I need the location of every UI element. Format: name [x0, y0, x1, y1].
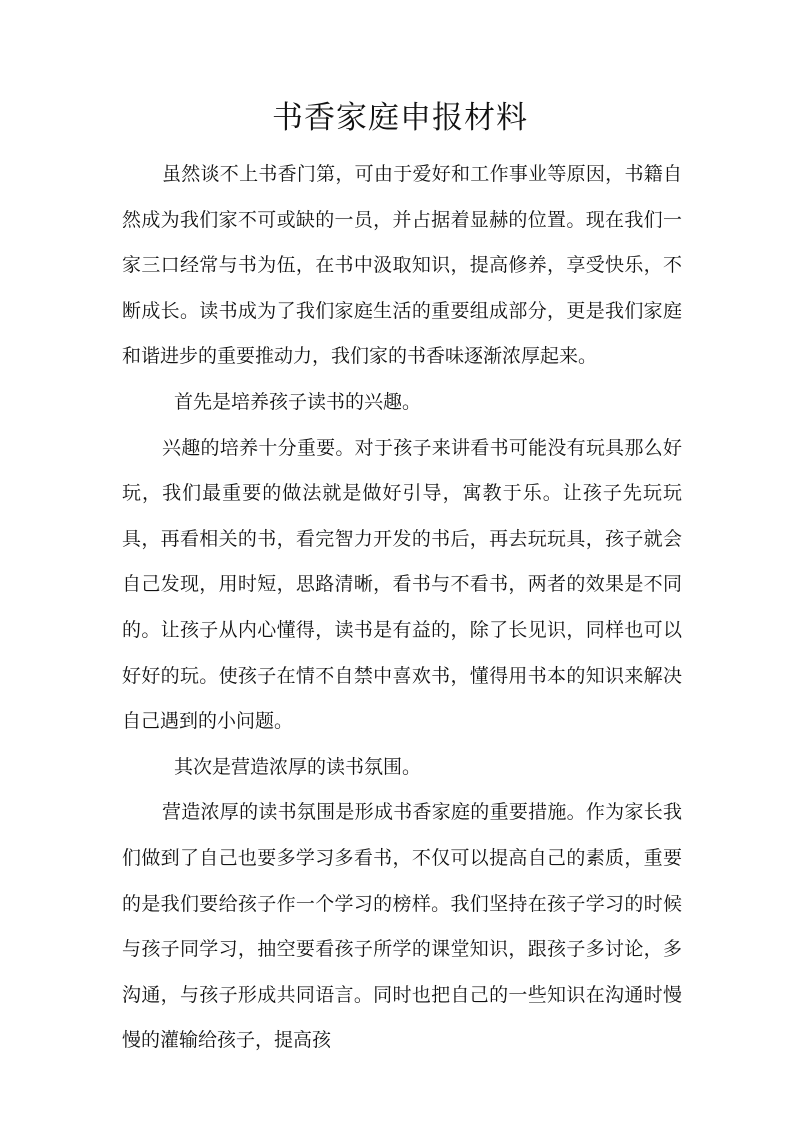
document-body [122, 152, 682, 1064]
section-heading-interest: 首先是培养孩子读书的兴趣。 [174, 390, 422, 413]
page-title: 书香家庭申报材料 [272, 100, 528, 136]
paragraph-intro: 虽然谈不上书香门第，可由于爱好和工作事业等原因，书籍自然成为我们家不可或缺的一员，并占据着显赫的位置。现在我们一家三口经常与书为伍，在书中汲取知识，提高修养，享受快乐，不断成长。读书成为了我们家庭生活的重要组成部分，更是我们家庭和谐进步的重要推动力，我们家的书香味逐渐浓厚起来。 [122, 163, 682, 368]
section-heading-atmosphere: 其次是营造浓厚的读书氛围。 [174, 755, 422, 778]
paragraph-interest: 兴趣的培养十分重要。对于孩子来讲看书可能没有玩具那么好玩，我们最重要的做法就是做好引导，寓教于乐。让孩子先玩玩具，再看相关的书，看完智力开发的书后，再去玩玩具，孩子就会自己发现，用时短，思路清晰，看书与不看书，两者的效果是不同的。让孩子从内心懂得，读书是有益的，除了长见识，同样也可以好好的玩。使孩子在情不自禁中喜欢书，懂得用书本的知识来解决自己遇到的小问题。 [122, 436, 682, 733]
paragraph-atmosphere: 营造浓厚的读书氛围是形成书香家庭的重要措施。作为家长我们做到了自己也要多学习多看书，不仅可以提高自己的素质，重要的是我们要给孩子作一个学习的榜样。我们坚持在孩子学习的时候与孩子同学习，抽空要看孩子所学的课堂知识，跟孩子多讨论，多沟通，与孩子形成共同语言。同时也把自己的一些知识在沟通时慢慢的灌输给孩子，提高孩 [122, 801, 682, 1052]
